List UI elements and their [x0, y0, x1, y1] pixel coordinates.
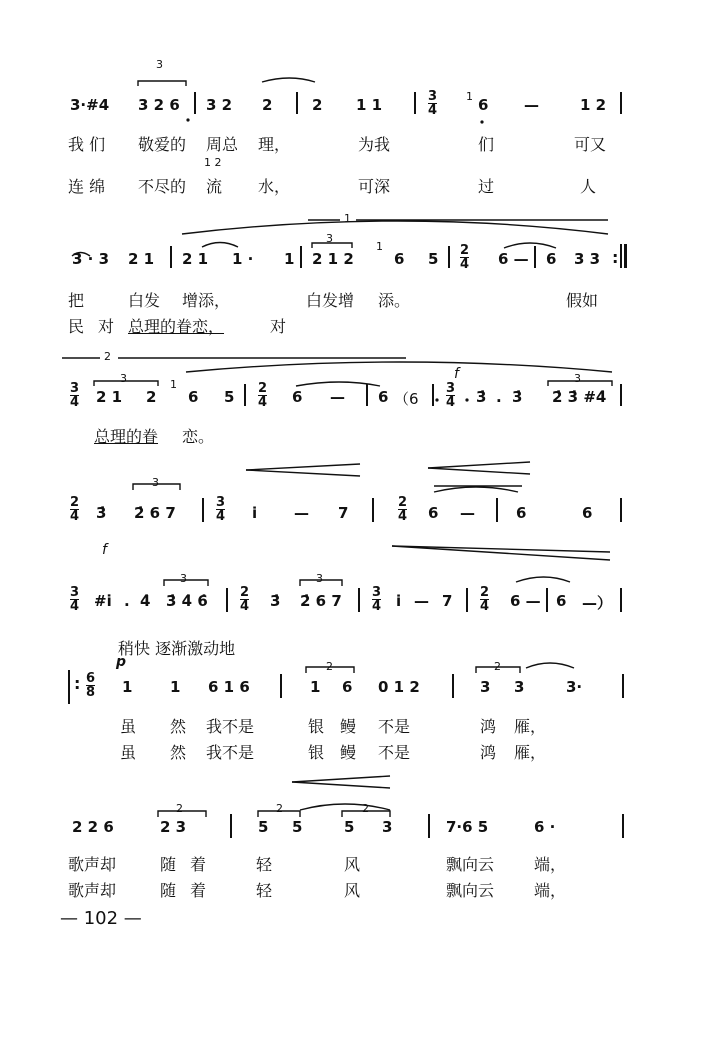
- note: 3 2: [206, 96, 233, 114]
- note: 7·6 5: [446, 818, 489, 836]
- tuplet-2: 2: [326, 660, 333, 673]
- tuplet-2: 2: [362, 802, 369, 815]
- note: 6: [188, 388, 199, 406]
- lyric: 总理的眷: [94, 427, 159, 446]
- note: 3: [514, 678, 525, 696]
- lyric: 鸿: [480, 743, 497, 762]
- note: 6: [378, 388, 389, 406]
- barline: [620, 92, 622, 114]
- note: #i̇: [94, 592, 112, 610]
- dynamic-p: p: [116, 654, 127, 670]
- time-signature: 3 4: [70, 585, 80, 614]
- lyric: 可深: [358, 177, 391, 196]
- note: （6: [394, 390, 419, 408]
- note: 2̇ 6 7: [300, 592, 342, 610]
- lyric: 白发: [128, 291, 161, 310]
- barline: [366, 384, 368, 406]
- barline: [496, 498, 498, 522]
- grace-note: 1: [466, 90, 473, 103]
- lyric: 我不是: [206, 717, 255, 736]
- note: 3·: [566, 678, 583, 696]
- hairpin-line: [246, 464, 360, 470]
- note: 1: [170, 678, 181, 696]
- note: 2 1: [128, 250, 155, 268]
- note: 3̇ 4̇ 6̇: [166, 592, 208, 610]
- lyric: 银: [308, 743, 325, 762]
- grace-note: 1: [376, 240, 383, 253]
- lyric: 随: [160, 881, 177, 900]
- lyric: 然: [170, 743, 187, 762]
- lyric: 银: [308, 717, 325, 736]
- lyric: 敬爱的: [138, 135, 187, 154]
- note: 1: [122, 678, 133, 696]
- barline: [414, 92, 416, 114]
- note: 6: [292, 388, 303, 406]
- lyric: 歌声却: [68, 881, 117, 900]
- tuplet-3: 3: [156, 58, 163, 71]
- note: 6: [394, 250, 405, 268]
- lyric: 飘向云: [446, 881, 495, 900]
- lyric: 增添，: [182, 291, 231, 310]
- tuplet-3: 3: [152, 476, 159, 489]
- note: 3·#4: [70, 96, 110, 114]
- lyric: 虽: [120, 743, 137, 762]
- time-signature: 2 4: [240, 585, 250, 614]
- lyric: 端，: [534, 881, 567, 900]
- note: 7: [442, 592, 453, 610]
- lyric: 鳗: [340, 717, 357, 736]
- barline: [620, 588, 622, 612]
- barline: [534, 246, 536, 268]
- barline: [622, 814, 624, 838]
- note: —: [414, 592, 429, 610]
- lyric: 风: [344, 855, 361, 874]
- note: 2 1: [182, 250, 209, 268]
- hairpin-line: [392, 546, 610, 560]
- note: 3 3: [574, 250, 601, 268]
- hairpin-line: [428, 468, 530, 474]
- lyric: 对: [270, 317, 287, 336]
- repeat-barline: [620, 244, 622, 268]
- lyric: 着: [190, 881, 207, 900]
- note: 5: [344, 818, 355, 836]
- note: 6 ·: [534, 818, 556, 836]
- note: —: [330, 388, 345, 406]
- lyric: 不是: [378, 743, 411, 762]
- tuplet-2: 2: [176, 802, 183, 815]
- note: 6: [556, 592, 567, 610]
- barline: [466, 588, 468, 612]
- barline: [300, 246, 302, 268]
- tie-slur: [202, 243, 238, 248]
- tie-slur: [504, 243, 556, 248]
- note: —: [294, 504, 309, 522]
- time-signature: 3 4: [216, 495, 226, 524]
- note: 1 1: [356, 96, 383, 114]
- note: .: [496, 388, 502, 406]
- lyric: 对: [98, 317, 115, 336]
- lyric: 白发增: [306, 291, 355, 310]
- note: 6 —: [498, 250, 529, 268]
- note: 3̇: [512, 388, 523, 406]
- note: 2̇ 3̇ #4̇: [552, 388, 607, 406]
- tuplet-3: 3: [574, 372, 581, 385]
- lyric: 水，: [258, 177, 291, 196]
- lyric: 雁，: [514, 717, 547, 736]
- note: 1 ·: [232, 250, 254, 268]
- lyric: 流: [206, 177, 223, 196]
- barline: [448, 246, 450, 268]
- note: 6 —: [510, 592, 541, 610]
- time-signature: 2 4: [398, 495, 408, 524]
- lyric: 假如: [566, 291, 599, 310]
- time-signature: 2 4: [460, 243, 470, 272]
- note: 1: [284, 250, 295, 268]
- note: 6: [582, 504, 593, 522]
- lyric: 人: [580, 177, 597, 196]
- hairpin-line: [246, 470, 360, 476]
- hairpin-line: [392, 546, 610, 552]
- repeat-dots: :: [74, 674, 81, 693]
- lyric: 我 们: [68, 135, 106, 154]
- time-signature: 3 4: [372, 585, 382, 614]
- lyric: 理，: [258, 135, 291, 154]
- lyric: 过: [478, 177, 495, 196]
- barline: [280, 674, 282, 698]
- tuplet-3: 3: [180, 572, 187, 585]
- lyric: 端，: [534, 855, 567, 874]
- barline: [202, 498, 204, 522]
- lyric: 不是: [378, 717, 411, 736]
- note: 6: [478, 96, 489, 114]
- note: 6: [428, 504, 439, 522]
- time-signature: 2 4: [70, 495, 80, 524]
- lyric: 随: [160, 855, 177, 874]
- barline: [620, 498, 622, 522]
- phrase-slur: [186, 362, 612, 372]
- note: —: [460, 504, 475, 522]
- repeat-dots: :: [612, 248, 619, 267]
- note: 6: [342, 678, 353, 696]
- note: 2̇ 6 7: [134, 504, 176, 522]
- note: 2 2 6: [72, 818, 114, 836]
- note: 2: [312, 96, 323, 114]
- tie-slur: [300, 804, 390, 810]
- note: 7: [338, 504, 349, 522]
- lyric: 民: [68, 317, 85, 336]
- tie-slur: [262, 78, 315, 82]
- note: 2 1 2: [312, 250, 354, 268]
- tie-slur: [526, 663, 574, 668]
- note: i: [396, 592, 402, 610]
- note: 5: [258, 818, 269, 836]
- time-signature: 2 4: [480, 585, 490, 614]
- tempo-marking: 稍快 逐渐激动地: [118, 639, 236, 658]
- time-signature: 3 4: [428, 89, 438, 118]
- tuplet-2: 2: [276, 802, 283, 815]
- time-signature: 3 4: [70, 381, 80, 410]
- note: 3̇: [270, 592, 281, 610]
- dynamic-f: f: [454, 366, 459, 382]
- time-signature: 3 4: [446, 381, 456, 410]
- page-number: — 102 —: [60, 908, 142, 929]
- tuplet-bracket: [138, 81, 186, 86]
- lyric: 虽: [120, 717, 137, 736]
- lyric: 连 绵: [68, 177, 106, 196]
- lyric: 歌声却: [68, 855, 117, 874]
- repeat-barline: [68, 670, 70, 704]
- lyric: 轻: [256, 855, 273, 874]
- volta-1-label: 1: [344, 212, 351, 225]
- lyric: 鳗: [340, 743, 357, 762]
- lyric: 们: [478, 135, 495, 154]
- note: 3̇: [476, 388, 487, 406]
- repeat-barline: [624, 244, 627, 268]
- dynamic-f: f: [102, 542, 107, 558]
- note: 2 3: [160, 818, 187, 836]
- note: 2: [146, 388, 157, 406]
- lyric: 不尽的: [138, 177, 187, 196]
- note: 3 · 3: [72, 250, 110, 268]
- note: 6: [516, 504, 527, 522]
- grace-note: 1 2: [204, 156, 222, 169]
- note: 1 2: [580, 96, 607, 114]
- barline: [194, 92, 196, 114]
- tie-slur: [434, 487, 518, 492]
- note: 2: [262, 96, 273, 114]
- tie-slur: [516, 577, 570, 582]
- lyric: 我不是: [206, 743, 255, 762]
- tuplet-3: 3: [316, 572, 323, 585]
- note: 3: [480, 678, 491, 696]
- note: 5: [428, 250, 439, 268]
- tuplet-3: 3: [120, 372, 127, 385]
- lyric: 周总: [206, 135, 239, 154]
- note: 1: [310, 678, 321, 696]
- note: 3 2 6: [138, 96, 180, 114]
- hairpin-line: [428, 462, 530, 468]
- note: 3: [382, 818, 393, 836]
- volta-2-label: 2: [104, 350, 111, 363]
- lyric: 然: [170, 717, 187, 736]
- time-signature: 6 8: [86, 671, 96, 700]
- lyric: 把: [68, 291, 85, 310]
- note: .: [124, 592, 130, 610]
- barline: [432, 384, 434, 406]
- lyric: 恋。: [182, 427, 215, 446]
- note: 0 1 2: [378, 678, 420, 696]
- tuplet-3: 3: [326, 232, 333, 245]
- barline: [428, 814, 430, 838]
- lyric: 为我: [358, 135, 391, 154]
- note: —: [524, 96, 539, 114]
- barline: [452, 674, 454, 698]
- barline: [170, 246, 172, 268]
- tuplet-2: 2: [494, 660, 501, 673]
- lyric: 鸿: [480, 717, 497, 736]
- lyric: 着: [190, 855, 207, 874]
- note: i: [252, 504, 258, 522]
- hairpin-line: [292, 782, 390, 788]
- barline: [296, 92, 298, 114]
- lyric: 轻: [256, 881, 273, 900]
- lyric: 飘向云: [446, 855, 495, 874]
- barline: [226, 588, 228, 612]
- barline: [620, 384, 622, 406]
- lyric: 雁，: [514, 743, 547, 762]
- barline: [230, 814, 232, 838]
- barline: [622, 674, 624, 698]
- note: 6: [546, 250, 557, 268]
- barline: [244, 384, 246, 406]
- time-signature: 2 4: [258, 381, 268, 410]
- barline: [546, 588, 548, 612]
- note: 2 1: [96, 388, 123, 406]
- note: 4̇: [140, 592, 151, 610]
- note: 5: [224, 388, 235, 406]
- lyric: 总理的眷恋，: [128, 317, 225, 336]
- phrase-slur: [182, 221, 608, 234]
- note: 3̇: [96, 504, 107, 522]
- grace-note: 1: [170, 378, 177, 391]
- note: 5: [292, 818, 303, 836]
- lyric: 添。: [378, 291, 411, 310]
- note: 6 1 6: [208, 678, 250, 696]
- lyric: 风: [344, 881, 361, 900]
- barline: [372, 498, 374, 522]
- barline: [358, 588, 360, 612]
- lyric: 可又: [574, 135, 607, 154]
- hairpin-line: [292, 776, 390, 782]
- note: —）: [582, 594, 613, 612]
